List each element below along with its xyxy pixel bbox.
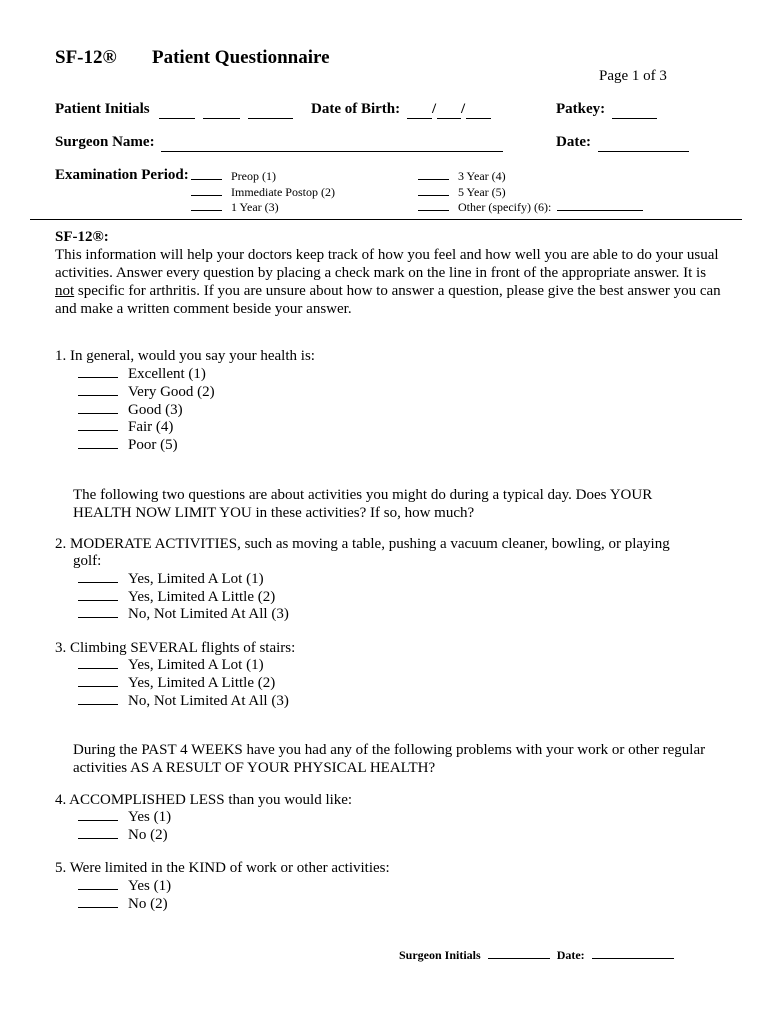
divider xyxy=(30,219,742,220)
page-number: Page 1 of 3 xyxy=(599,68,667,84)
patkey-field[interactable] xyxy=(612,117,657,119)
checkbox-line[interactable] xyxy=(78,429,118,431)
surgeon-initials-field[interactable] xyxy=(488,957,550,959)
patient-initials-last-field[interactable] xyxy=(248,117,293,119)
checkbox-line[interactable] xyxy=(78,412,118,414)
surgeon-name-field[interactable] xyxy=(161,150,503,152)
checkbox-line[interactable] xyxy=(191,209,222,211)
footer-date-label: Date: xyxy=(556,948,585,962)
q5-option-no[interactable]: No (2) xyxy=(78,896,168,913)
page-title: Patient Questionnaire xyxy=(152,47,330,68)
exam-option-3-year[interactable]: 3 Year (4) xyxy=(418,169,506,184)
checkbox-line[interactable] xyxy=(78,703,118,705)
q4-option-yes[interactable]: Yes (1) xyxy=(78,809,171,826)
exam-option-1-year[interactable]: 1 Year (3) xyxy=(191,200,279,215)
dob-year-field[interactable] xyxy=(466,117,491,119)
patient-initials-label: Patient Initials xyxy=(55,101,150,117)
q5-option-yes[interactable]: Yes (1) xyxy=(78,878,171,895)
question-2-continued: golf: xyxy=(73,553,102,569)
checkbox-line[interactable] xyxy=(418,209,449,211)
q4-option-no[interactable]: No (2) xyxy=(78,827,168,844)
form-code: SF-12® xyxy=(55,47,117,68)
dob-separator: / xyxy=(432,101,437,117)
question-4: 4. ACCOMPLISHED LESS than you would like: xyxy=(55,792,353,808)
q2-option-limited-a-lot[interactable]: Yes, Limited A Lot (1) xyxy=(78,571,264,588)
q3-option-limited-a-lot[interactable]: Yes, Limited A Lot (1) xyxy=(78,657,264,674)
checkbox-line[interactable] xyxy=(78,837,118,839)
q1-option-excellent[interactable]: Excellent (1) xyxy=(78,366,206,383)
section-activities-intro: The following two questions are about activities you might do during a typical day. Does YOUR HEALTH NOW LIMIT YOU in these activities? If so, how much? xyxy=(73,487,653,521)
dob-separator: / xyxy=(461,101,466,117)
section-past-4-weeks-intro: During the PAST 4 WEEKS have you had any of the following problems with your work or other regular activities AS A RESULT OF YOUR PHYSICAL HEALTH? xyxy=(73,742,706,776)
patient-initials-first-field[interactable] xyxy=(159,117,195,119)
intro-text: This information will help your doctors keep track of how you feel and how well you are able to do your usual activities. Answer every question by placing a check mark on the line in front of the appropriate answer. It is not specific for arthritis. If you are unsure about how to answer a question, please give the best answer you can and make a written comment beside your answer. xyxy=(55,247,721,317)
question-5: 5. Were limited in the KIND of work or other activities: xyxy=(55,860,390,876)
other-specify-field[interactable] xyxy=(557,209,643,211)
checkbox-line[interactable] xyxy=(418,178,449,180)
date-label: Date: xyxy=(556,134,591,150)
question-1: 1. In general, would you say your health is: xyxy=(55,348,315,364)
date-field[interactable] xyxy=(598,150,689,152)
checkbox-line[interactable] xyxy=(418,194,449,196)
dob-month-field[interactable] xyxy=(407,117,432,119)
checkbox-line[interactable] xyxy=(78,616,118,618)
exam-option-other[interactable]: Other (specify) (6): xyxy=(418,200,643,215)
q2-option-not-limited[interactable]: No, Not Limited At All (3) xyxy=(78,606,289,623)
surgeon-initials-label: Surgeon Initials xyxy=(399,948,481,962)
q2-option-limited-a-little[interactable]: Yes, Limited A Little (2) xyxy=(78,589,275,606)
patient-initials-middle-field[interactable] xyxy=(203,117,240,119)
exam-option-5-year[interactable]: 5 Year (5) xyxy=(418,185,506,200)
checkbox-line[interactable] xyxy=(78,394,118,396)
q1-option-poor[interactable]: Poor (5) xyxy=(78,437,178,454)
patkey-label: Patkey: xyxy=(556,101,606,117)
footer xyxy=(399,948,674,963)
checkbox-line[interactable] xyxy=(78,819,118,821)
q3-option-not-limited[interactable]: No, Not Limited At All (3) xyxy=(78,693,289,710)
footer-date-field[interactable] xyxy=(592,957,674,959)
q1-option-fair[interactable]: Fair (4) xyxy=(78,419,173,436)
exam-period-label: Examination Period: xyxy=(55,167,189,183)
checkbox-line[interactable] xyxy=(191,194,222,196)
checkbox-line[interactable] xyxy=(191,178,222,180)
checkbox-line[interactable] xyxy=(78,888,118,890)
q1-option-good[interactable]: Good (3) xyxy=(78,402,183,419)
dob-day-field[interactable] xyxy=(437,117,461,119)
exam-option-immediate-postop[interactable]: Immediate Postop (2) xyxy=(191,185,335,200)
checkbox-line[interactable] xyxy=(78,685,118,687)
exam-option-preop[interactable]: Preop (1) xyxy=(191,169,276,184)
checkbox-line[interactable] xyxy=(78,667,118,669)
question-2: 2. MODERATE ACTIVITIES, such as moving a table, pushing a vacuum cleaner, bowling, or playing xyxy=(55,536,670,552)
intro-heading: SF-12®: xyxy=(55,229,109,245)
checkbox-line[interactable] xyxy=(78,447,118,449)
question-3: 3. Climbing SEVERAL flights of stairs: xyxy=(55,640,296,656)
dob-label: Date of Birth: xyxy=(311,101,401,117)
q1-option-very-good[interactable]: Very Good (2) xyxy=(78,384,215,401)
q3-option-limited-a-little[interactable]: Yes, Limited A Little (2) xyxy=(78,675,275,692)
surgeon-name-label: Surgeon Name: xyxy=(55,134,155,150)
checkbox-line[interactable] xyxy=(78,906,118,908)
checkbox-line[interactable] xyxy=(78,581,118,583)
checkbox-line[interactable] xyxy=(78,599,118,601)
checkbox-line[interactable] xyxy=(78,376,118,378)
